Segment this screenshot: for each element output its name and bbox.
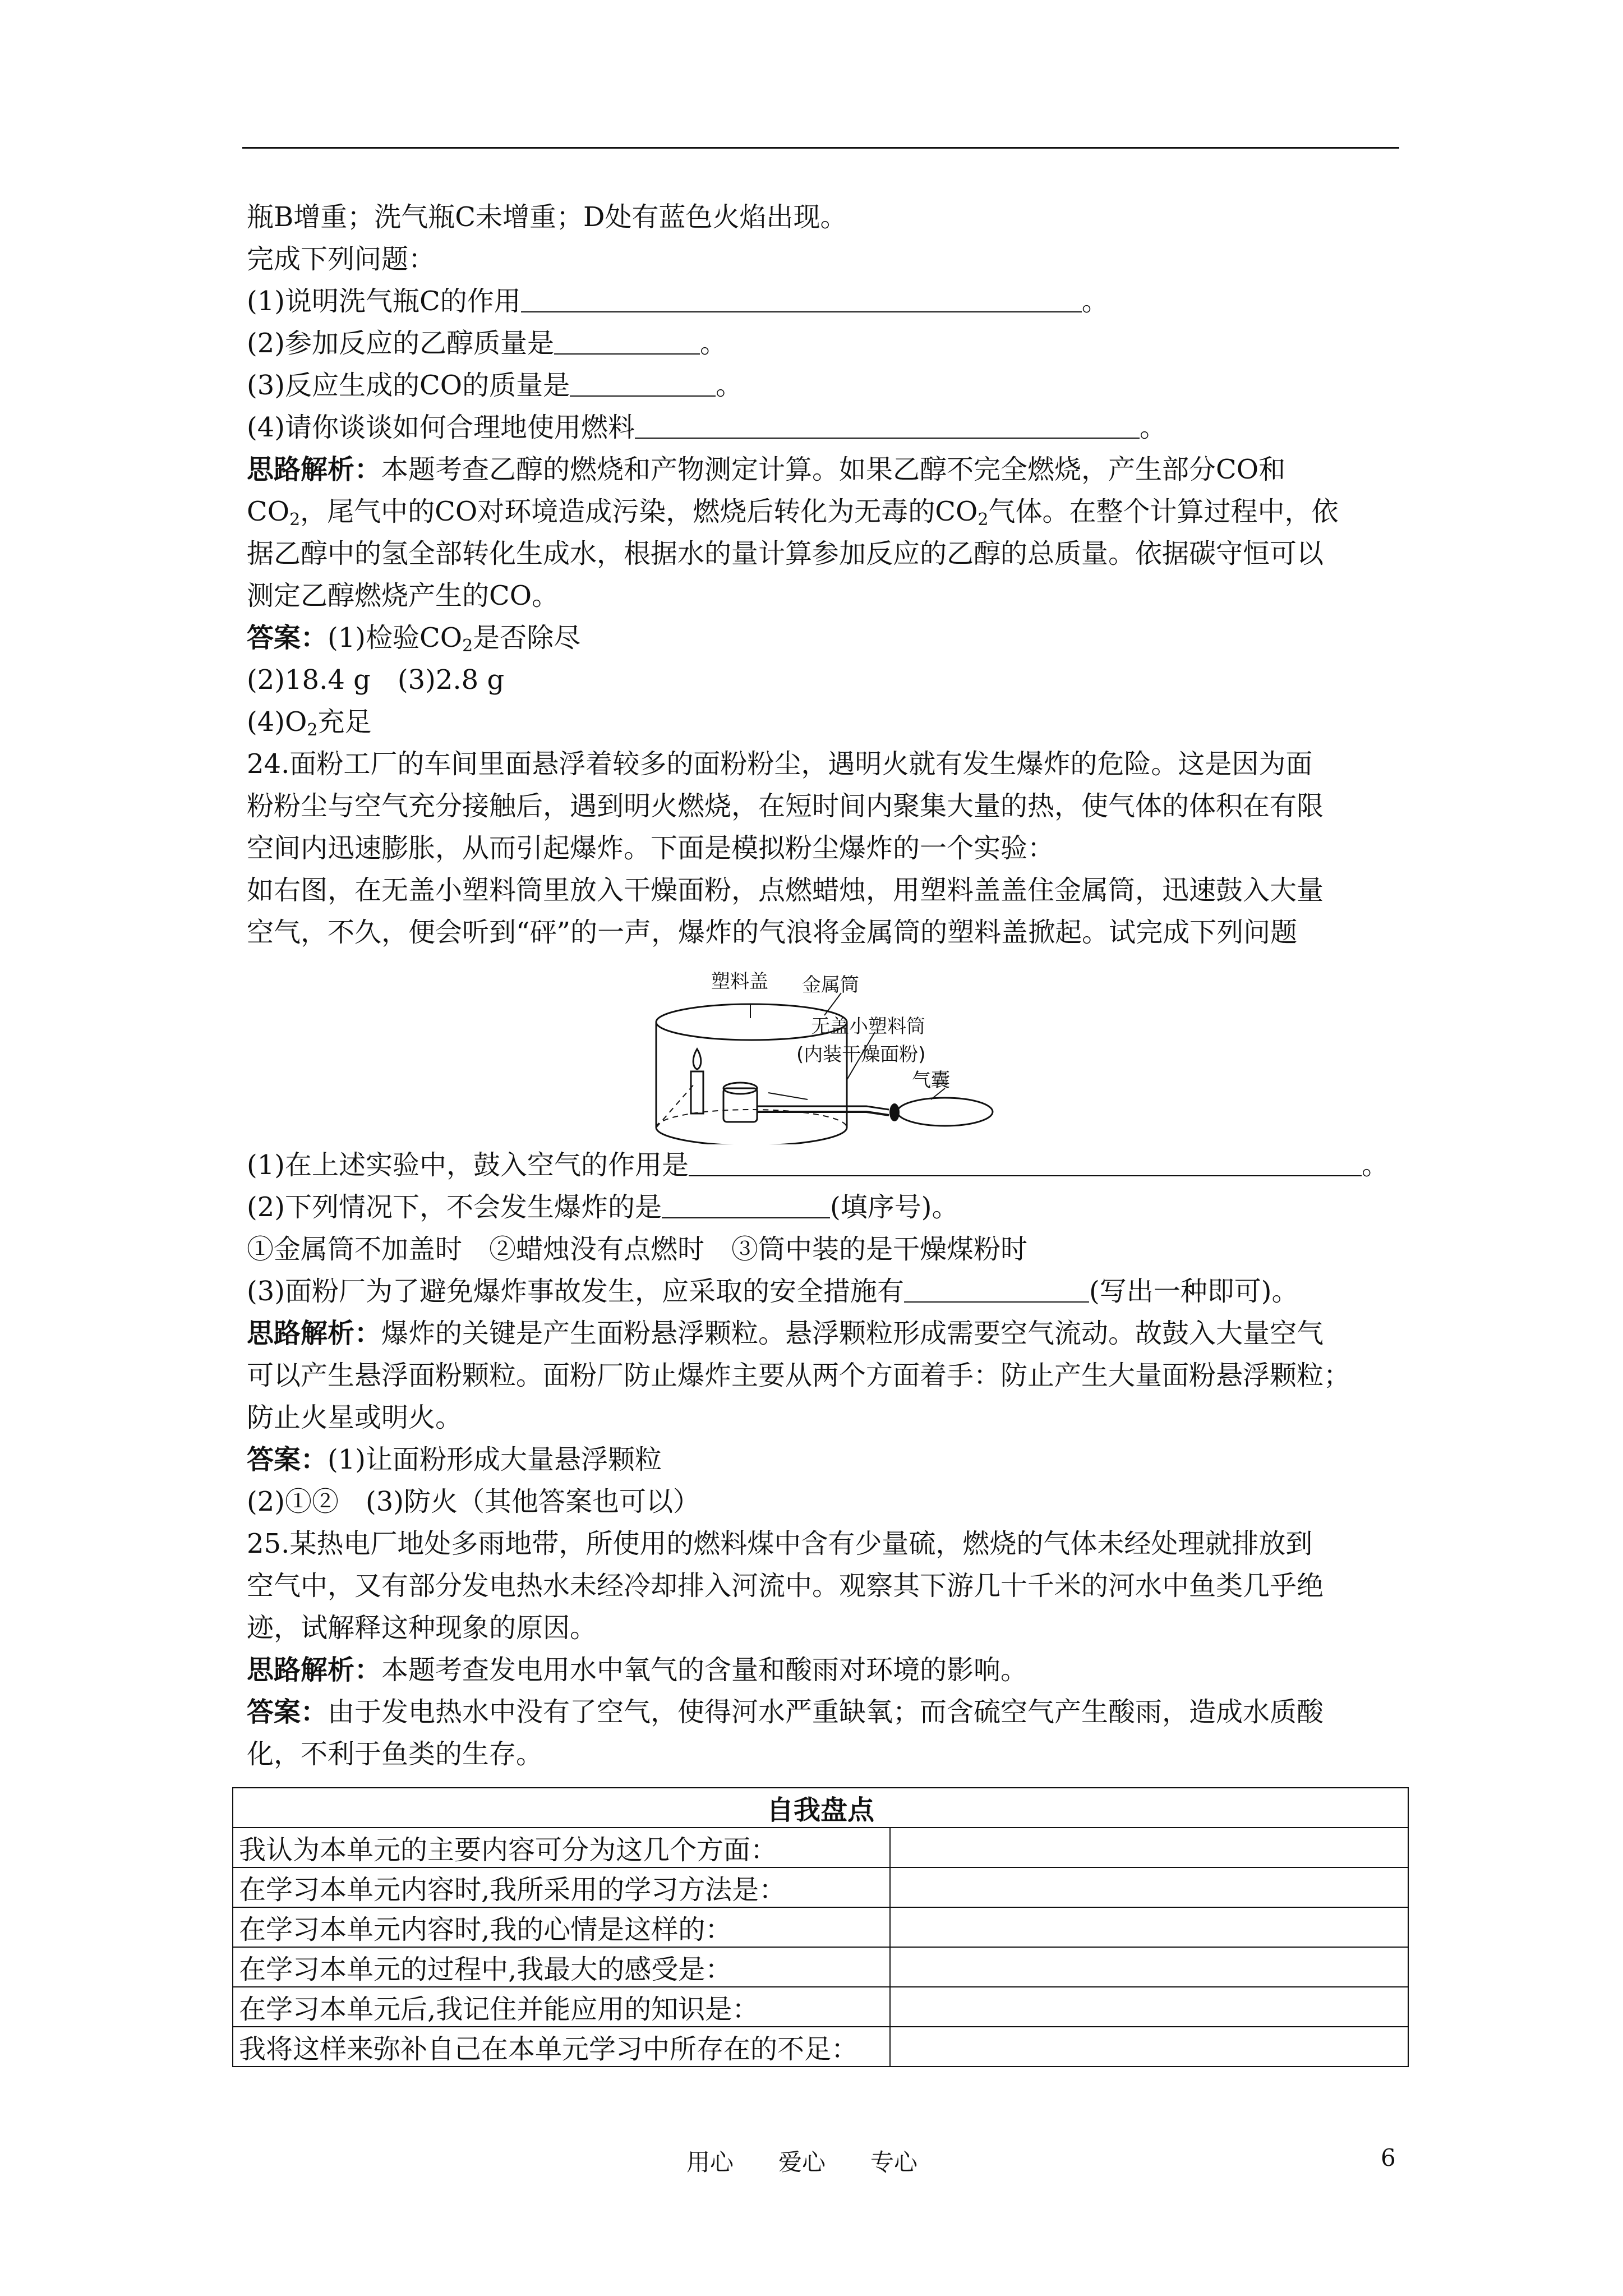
text-line (247, 1565, 1408, 1607)
table-answer-cell[interactable] (890, 1987, 1408, 2027)
text-span: 。 (716, 370, 743, 401)
text-span: 气体。在整个计算过程中，依 (988, 496, 1339, 527)
candle (691, 1071, 703, 1114)
text-span: 可以产生悬浮面粉颗粒。面粉厂防止爆炸主要从两个方面着手：防止产生大量面粉悬浮颗粒； (247, 1360, 1351, 1391)
answer-blank (689, 1151, 1362, 1176)
floor-dashed-line (656, 1083, 695, 1128)
bold-label: 答案： (247, 1444, 328, 1475)
text-span: ，尾气中的CO对环境造成污染，燃烧后转化为无毒的CO (300, 496, 978, 527)
subscript: 2 (978, 510, 989, 530)
table-row (233, 1867, 1408, 1907)
bold-label: 思路解析： (247, 454, 382, 485)
text-line (247, 1228, 1408, 1271)
answer-blank (521, 287, 1082, 312)
text-span: (1)在上述实验中，鼓入空气的作用是 (247, 1149, 689, 1181)
text-span: 24.面粉工厂的车间里面悬浮着较多的面粉粉尘，遇明火就有发生爆炸的危险。这是因为面 (247, 748, 1313, 780)
text-span: 25.某热电厂地处多雨地带，所使用的燃料煤中含有少量硫，燃烧的气体未经处理就排放到 (247, 1528, 1313, 1559)
experiment-figure (247, 959, 1408, 1144)
table-row (233, 1947, 1408, 1987)
text-span: 是否除尽 (473, 622, 581, 654)
table-answer-cell[interactable] (890, 1907, 1408, 1947)
text-span: 空气中，又有部分发电热水未经冷却排入河流中。观察其下游几十千米的河水中鱼类几乎绝 (247, 1570, 1324, 1602)
air-tube-upper (757, 1106, 889, 1110)
answer-blank (635, 413, 1140, 439)
text-line (247, 449, 1408, 491)
label-metal-cylinder: 金属筒 (802, 974, 859, 996)
text-span: 。 (1081, 286, 1109, 317)
answer-blank (904, 1277, 1089, 1303)
text-span: (1)说明洗气瓶C的作用 (247, 286, 521, 317)
table-question-cell: 在学习本单元的过程中,我最大的感受是： (233, 1947, 890, 1987)
bold-label: 答案： (247, 622, 328, 654)
text-span: (4)请你谈谈如何合理地使用燃料 (247, 412, 635, 443)
text-line (247, 743, 1408, 785)
text-line (247, 1649, 1408, 1691)
bold-label: 思路解析： (247, 1654, 382, 1686)
text-line (247, 827, 1408, 869)
table-question-cell: 我认为本单元的主要内容可分为这几个方面： (233, 1828, 890, 1867)
text-line (247, 323, 1408, 365)
text-span: 。 (1140, 412, 1167, 443)
text-span: (3)反应生成的CO的质量是 (247, 370, 570, 401)
text-line (247, 533, 1408, 575)
footer-word: 用心 (686, 2148, 734, 2176)
self-review-table (232, 1787, 1409, 2067)
text-span: CO (247, 496, 290, 527)
text-block-after-figure (247, 1144, 1408, 1775)
text-line (247, 1313, 1408, 1355)
table-question-cell: 在学习本单元内容时,我的心情是这样的： (233, 1907, 890, 1947)
table-question-cell: 在学习本单元后,我记住并能应用的知识是： (233, 1987, 890, 2027)
table-answer-cell[interactable] (890, 2027, 1408, 2067)
text-line (247, 1271, 1408, 1313)
label-air-bag: 气囊 (912, 1069, 950, 1092)
text-span: (1)检验CO (328, 622, 463, 654)
text-line (247, 196, 1408, 238)
text-line (247, 1607, 1408, 1649)
page-content (247, 196, 1408, 1775)
label-cup-contents: (内装干燥面粉) (796, 1043, 926, 1066)
footer-word: 爱心 (778, 2148, 826, 2176)
table-title: 自我盘点 (233, 1788, 1408, 1828)
text-line (247, 1733, 1408, 1775)
text-line (247, 280, 1408, 323)
text-line (247, 1186, 1408, 1228)
text-span: 空气，不久，便会听到“砰”的一声，爆炸的气浪将金属筒的塑料盖掀起。试完成下列问题 (247, 917, 1298, 948)
page-number: 6 (1381, 2144, 1396, 2171)
text-line (247, 1439, 1408, 1481)
text-line (247, 785, 1408, 827)
text-span: (2)参加反应的乙醇质量是 (247, 328, 554, 359)
text-span: 。 (1362, 1149, 1389, 1181)
text-span: 由于发电热水中没有了空气，使得河水严重缺氧；而含硫空气产生酸雨，造成水质酸 (328, 1696, 1324, 1728)
table-row (233, 2027, 1408, 2067)
text-span: (2)下列情况下，不会发生爆炸的是 (247, 1191, 662, 1223)
leader-cup-inner (768, 1093, 808, 1099)
table-header-row (233, 1788, 1408, 1828)
table-row (233, 1907, 1408, 1947)
table-answer-cell[interactable] (890, 1947, 1408, 1987)
answer-blank (662, 1193, 830, 1218)
table-answer-cell[interactable] (890, 1867, 1408, 1907)
text-line (247, 1523, 1408, 1565)
text-line (247, 659, 1408, 701)
footer-slogan (662, 2144, 942, 2178)
text-span: (4)O (247, 706, 307, 738)
text-line (247, 1397, 1408, 1439)
text-span: 测定乙醇燃烧产生的CO。 (247, 580, 559, 611)
text-line (247, 617, 1408, 659)
text-span: (填序号)。 (830, 1191, 959, 1223)
text-span: 瓶B增重；洗气瓶C未增重；D处有蓝色火焰出现。 (247, 201, 847, 233)
text-span: (写出一种即可)。 (1089, 1276, 1299, 1307)
text-span: 完成下列问题： (247, 243, 436, 275)
text-span: 迹，试解释这种现象的原因。 (247, 1612, 597, 1644)
candle-flame (693, 1049, 701, 1069)
text-span: 空间内迅速膨胀，从而引起爆炸。下面是模拟粉尘爆炸的一个实验： (247, 832, 1055, 864)
text-line (247, 1481, 1408, 1523)
air-bag (897, 1098, 993, 1126)
table-answer-cell[interactable] (890, 1828, 1408, 1867)
answer-blank (570, 371, 716, 397)
text-span: 本题考查乙醇的燃烧和产物测定计算。如果乙醇不完全燃烧，产生部分CO和 (381, 454, 1286, 485)
text-line (247, 869, 1408, 912)
text-span: 充足 (317, 706, 372, 738)
text-span: (2)①② (3)防火（其他答案也可以） (247, 1486, 700, 1517)
header-rule (242, 147, 1399, 149)
table-row (233, 1987, 1408, 2027)
bold-label: 答案： (247, 1696, 328, 1728)
text-span: 粉粉尘与空气充分接触后，遇到明火燃烧，在短时间内聚集大量的热，使气体的体积在有限 (247, 790, 1324, 822)
table-question-cell: 我将这样来弥补自己在本单元学习中所存在的不足： (233, 2027, 890, 2067)
text-line (247, 701, 1408, 743)
text-span: 。 (700, 328, 727, 359)
text-line (247, 238, 1408, 280)
text-line (247, 365, 1408, 407)
text-span: (2)18.4 g (3)2.8 g (247, 664, 505, 696)
text-line (247, 575, 1408, 617)
footer-word: 专心 (870, 2148, 918, 2176)
text-line (247, 1355, 1408, 1397)
text-span: 如右图，在无盖小塑料筒里放入干燥面粉，点燃蜡烛，用塑料盖盖住金属筒，迅速鼓入大量 (247, 875, 1324, 906)
text-span: 据乙醇中的氢全部转化生成水，根据水的量计算参加反应的乙醇的总质量。依据碳守恒可以 (247, 538, 1324, 569)
label-plastic-lid: 塑料盖 (711, 970, 768, 993)
text-line (247, 1144, 1408, 1186)
subscript: 2 (462, 636, 473, 656)
text-span: (1)让面粉形成大量悬浮颗粒 (328, 1444, 662, 1475)
text-span: 防止火星或明火。 (247, 1402, 463, 1433)
label-plastic-cup: 无盖小塑料筒 (811, 1015, 925, 1038)
text-span: (3)面粉厂为了避免爆炸事故发生，应采取的安全措施有 (247, 1276, 904, 1307)
text-span: ①金属筒不加盖时 ②蜡烛没有点燃时 ③筒中装的是干燥煤粉时 (247, 1234, 1028, 1265)
table-question-cell: 在学习本单元内容时,我所采用的学习方法是： (233, 1867, 890, 1907)
text-span: 化，不利于鱼类的生存。 (247, 1738, 543, 1770)
cylinder-bottom-front (656, 1128, 847, 1144)
text-block-before-figure (247, 196, 1408, 954)
text-line (247, 1691, 1408, 1733)
subscript: 2 (289, 510, 301, 530)
answer-blank (554, 329, 700, 355)
text-span: 爆炸的关键是产生面粉悬浮颗粒。悬浮颗粒形成需要空气流动。故鼓入大量空气 (381, 1318, 1324, 1349)
text-line (247, 912, 1408, 954)
bold-label: 思路解析： (247, 1318, 382, 1349)
air-tube (757, 1112, 889, 1115)
table-row (233, 1828, 1408, 1867)
subscript: 2 (307, 720, 318, 740)
text-line (247, 491, 1408, 533)
text-line (247, 407, 1408, 449)
text-span: 本题考查发电用水中氧气的含量和酸雨对环境的影响。 (381, 1654, 1028, 1686)
